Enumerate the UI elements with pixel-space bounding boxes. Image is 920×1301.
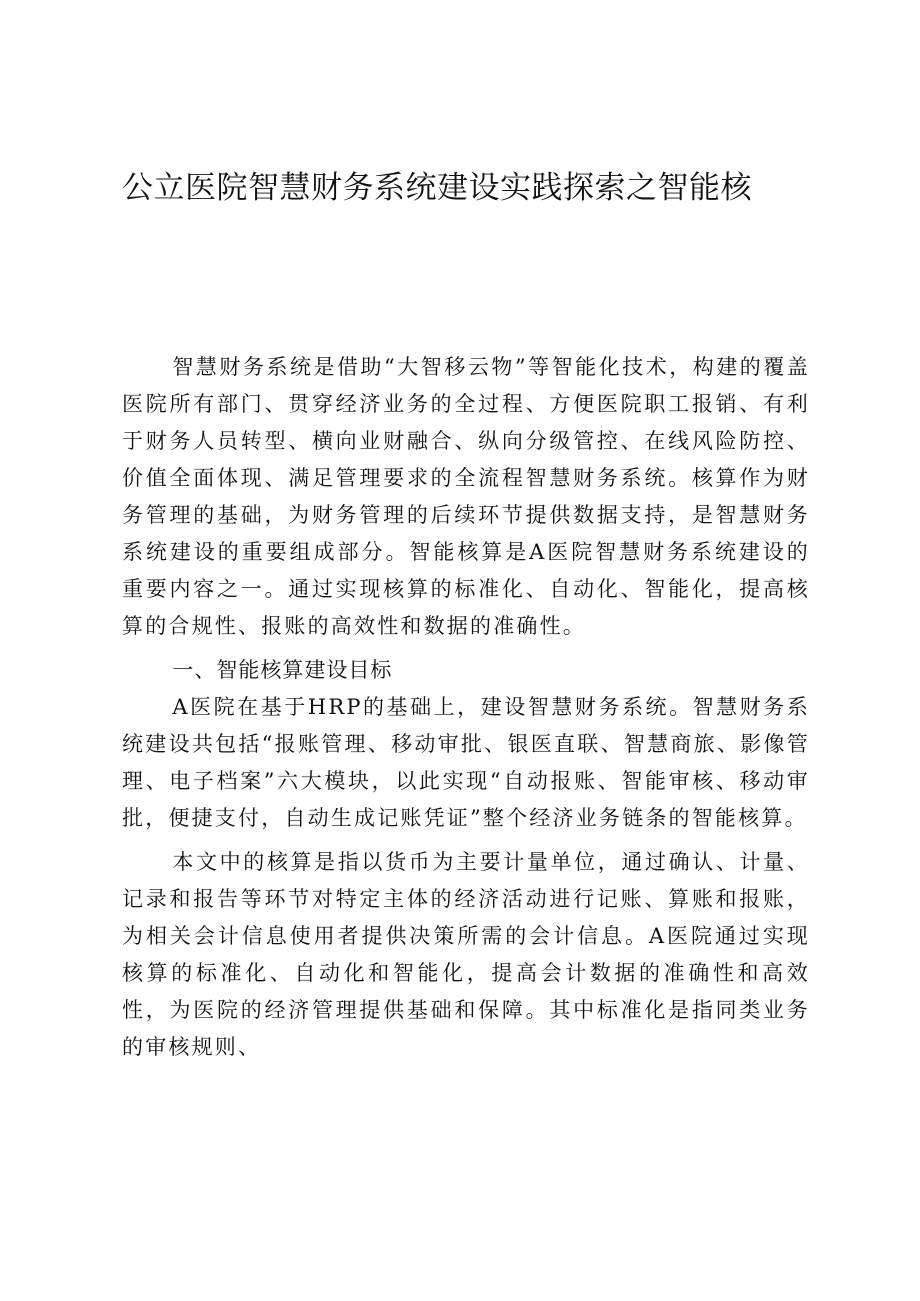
section-1-paragraph-2: 本文中的核算是指以货币为主要计量单位，通过确认、计量、记录和报告等环节对特定主体的经济活动进行记账、算账和报账，为相关会计信息使用者提供决策所需的会计信息。A医院通过实现核算的标准化、自动化和智能化，提高会计数据的准确性和高效性，为医院的经济管理提供基础和保障。其中标准化是指同类业务的审核规则、 bbox=[122, 850, 810, 1059]
document-title: 公立医院智慧财务系统建设实践探索之智能核 bbox=[122, 170, 752, 206]
section-heading-1: 一、智能核算建设目标 bbox=[172, 658, 393, 682]
section-1-paragraph-1: A医院在基于HRP的基础上，建设智慧财务系统。智慧财务系统建设共包括“报账管理、移动审批、银医直联、智慧商旅、影像管理、电子档案”六大模块，以此实现“自动报账、智能审核、移动审批，便捷支付，自动生成记账凭证”整个经济业务链条的智能核算。 bbox=[122, 695, 810, 830]
paragraph-gap bbox=[122, 837, 810, 844]
document-body bbox=[122, 349, 810, 1066]
intro-paragraph: 智慧财务系统是借助“大智移云物”等智能化技术，构建的覆盖医院所有部门、贯穿经济业务的全过程、方便医院职工报销、有利于财务人员转型、横向业财融合、纵向分级管控、在线风险防控、价值全面体现、满足管理要求的全流程智慧财务系统。核算作为财务管理的基础，为财务管理的后续环节提供数据支持，是智慧财务系统建设的重要组成部分。智能核算是A医院智慧财务系统建设的重要内容之一。通过实现核算的标准化、自动化、智能化，提高核算的合规性、报账的高效性和数据的准确性。 bbox=[122, 355, 810, 638]
